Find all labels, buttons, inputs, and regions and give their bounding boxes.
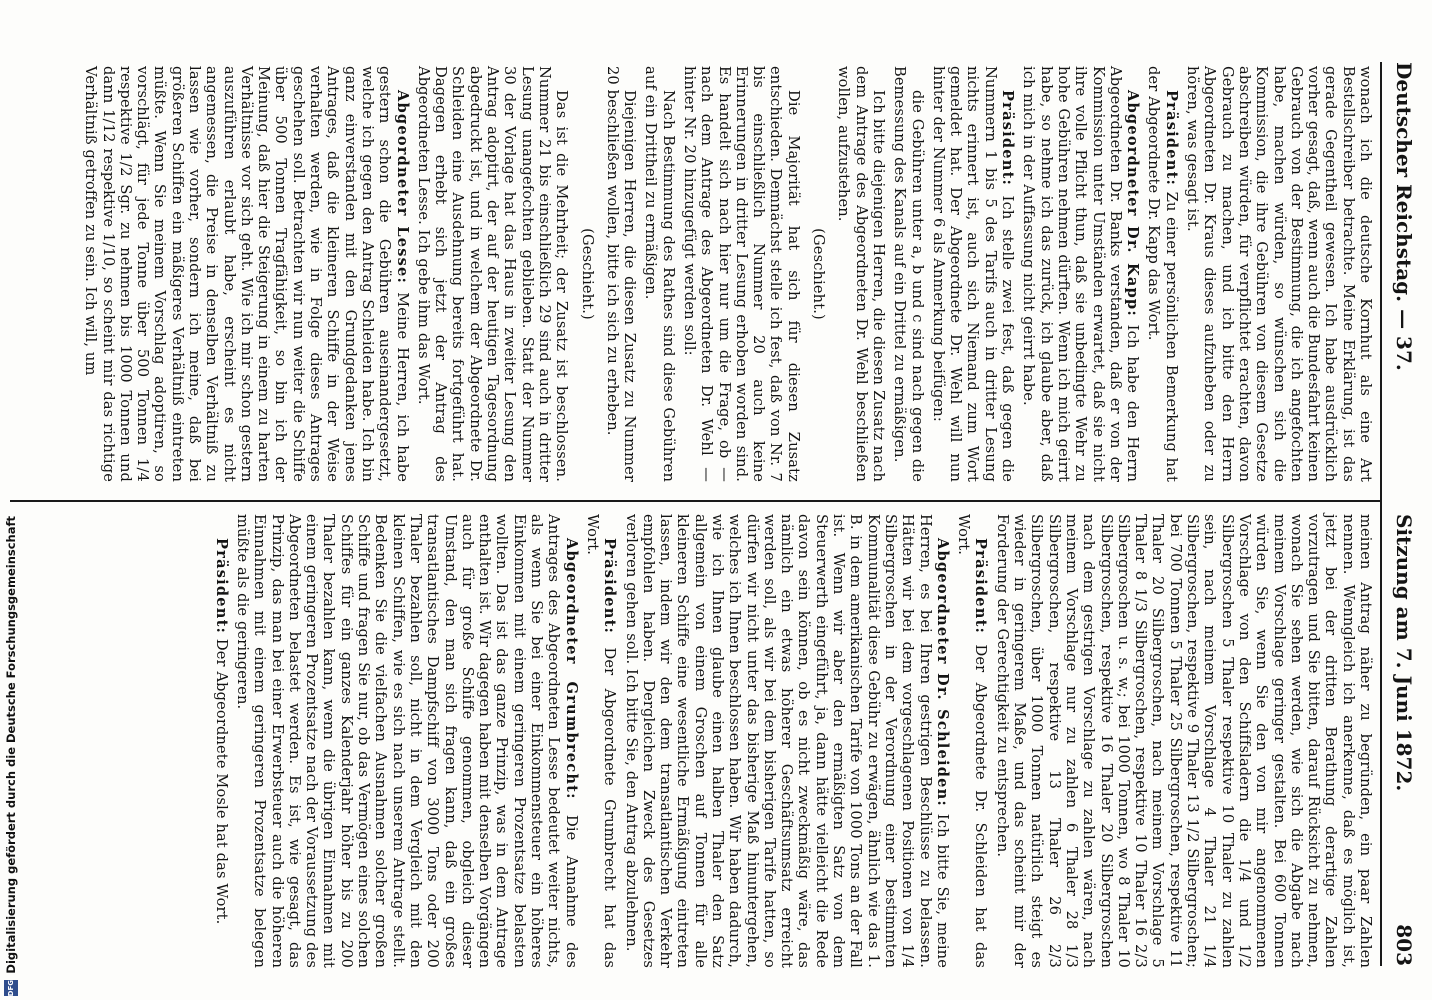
speaker-name: Präsident: bbox=[212, 538, 230, 635]
dfg-logo bbox=[4, 980, 18, 996]
text-column-right bbox=[208, 514, 1374, 968]
paragraph bbox=[810, 66, 827, 482]
running-head-left: Deutscher Reichstag. — 37. bbox=[1392, 62, 1416, 371]
paragraph bbox=[82, 66, 411, 482]
page-number: 803 bbox=[1392, 924, 1416, 966]
paragraph bbox=[1184, 66, 1374, 482]
paragraph-text: Ich stelle zwei fest, daß gegen die Nummern 1 bis 5 des Tarifs auch in dritter Lesung nichts erinnert ist, auch sich Niemand zum Wort gemeldet hat. Der Abgeordnete Dr. Wehl will nun hinter der Nummer 6 als Anmerkung beifügen: bbox=[929, 66, 1017, 482]
paragraph-text: Der Abgeordnete Mosle hat das Wort. bbox=[212, 638, 230, 925]
paragraph-text: wonach ich die deutsche Kornhut als eine Art Bestellschreiber betrachte. Meine Erklärung, ist das gerade Gegentheil gewesen. Ich habe ausdrücklich vorher gesagt, daß, wenn auch die Bundesfahrt keinen Gebrauch von der Bestimmung, die ich angefochten habe, machen würden, so wünschen sich die Kommission, die ihre Gebühren von diesem Gesetze abschreiben würden, für verpflichtet erachten, davon Gebrauch zu machen, und ich bitte den Herrn Abgeordneten Dr. Kraus dieses aufzuheben oder zu hören, was gesagt ist. bbox=[1184, 66, 1374, 482]
digitization-credit bbox=[2, 516, 20, 996]
paragraph-text: die Gebühren unter a, b und c sind nach gegen die Bemessung des Kanals auf ein Drittel zu ermäßigen. bbox=[891, 66, 926, 482]
paragraph-text: Nach Bestimmung des Rathes sind diese Gebühren auf ein Drittheil zu ermäßigen. bbox=[642, 66, 677, 482]
speaker-name: Präsident: bbox=[999, 90, 1017, 187]
speaker-name: Präsident: bbox=[972, 538, 990, 635]
column-divider bbox=[10, 500, 1380, 502]
credit-text: Digitalisierung gefördert durch die Deutsche Forschungsgemeinschaft bbox=[4, 516, 18, 974]
paragraph bbox=[415, 66, 571, 482]
paragraph-text: Zu einer persönlichen Bemerkung hat der Abgeordnete Dr. Kapp das Wort. bbox=[1145, 66, 1180, 482]
paragraph-text: Der Abgeordnete Dr. Schleiden hat das Wort. bbox=[955, 514, 990, 968]
paragraph bbox=[604, 66, 639, 482]
paragraph bbox=[584, 514, 619, 968]
dfg-logo-text: DFG bbox=[7, 979, 15, 996]
paragraph bbox=[835, 66, 887, 482]
paragraph bbox=[1020, 66, 1141, 482]
speaker-name: Präsident: bbox=[1162, 90, 1180, 187]
paragraph bbox=[681, 66, 802, 482]
paragraph bbox=[1145, 66, 1180, 482]
paragraph-text: Ich habe den Herrn Abgeordneten Dr. Banks verstanden, daß er von der Kommission unter Umständen erwartet, daß sie nicht ihre volle Pflicht thun, daß sie unbedingte Wehr zu hohe Gebühren nehmen dürften. Wenn ich mich geirrt habe, so nehme ich das zurück, ich glaube aber, daß ich mich in der Auffassung nicht geirrt habe. bbox=[1020, 66, 1142, 482]
paragraph-text: (Geschieht.) bbox=[810, 228, 828, 320]
paragraph bbox=[622, 514, 951, 968]
paragraph bbox=[212, 514, 229, 968]
paragraph-text: Die Annahme des Antrages des Abgeordneten Lesse bedeutet weiter nichts, als wenn Sie bei einer Einkommensteuer ein höheres Einkommen mit einem geringeren Prozentsatze belasten wollten. Das ist das ganze Prinzip, was in dem Antrage enthalten ist. Wir dagegen haben mit denselben Vorgängen auch für große Schiffe genommen, obgleich dieser Umstand, den man sich fragen kann, daß ein großes transatlantisches Dampfschiff von 3000 Tons oder 200 Thaler bezahlen soll, nicht in dem Vergleich mit den kleinen Schiffen, wie es sich nach unserem Antrage stellt. Bedenken Sie die vielfachen Ausnahmen solcher großen Schiffe und fragen Sie nur, ob das Vermögen eines solchen Schiffes für ein ganzes Kalenderjahr höher bis zu 200 Thaler bezahlen kann, wenn die übrigen Einnahmen mit einem geringeren Prozentsatze nach der Voraussetzung des Abgeordneten belastet werden. Es ist, wie gesagt, das Prinzip, das man bei einer Erwerbsteuer auch die höheren Einnahmen mit einem geringeren Prozentsatze belegen müßte als die geringeren. bbox=[234, 514, 580, 968]
running-head-right bbox=[1392, 514, 1416, 966]
paragraph bbox=[930, 66, 1016, 482]
speaker-name: Abgeordneter Grumbrecht: bbox=[562, 538, 580, 800]
paragraph bbox=[642, 66, 677, 482]
running-head bbox=[1378, 62, 1416, 966]
paragraph-text: Das ist die Mehrheit; der Zusatz ist beschlossen. Nummer 21 bis einschließlich 29 sind auch in dritter Lesung unangefochten geblieben. Statt der Nummer 30 der Vorlage hat das Haus in zweiter Lesung den Antrag adoptirt, der auf der heutigen Tagesordnung abgedruckt ist, und in welchem der Abgeordnete Dr. Schleiden eine Ausdehnung bereits fortgeführt hat. Dagegen erhebt sich jetzt der Antrag des Abgeordneten Lesse. Ich gebe ihm das Wort. bbox=[414, 66, 571, 482]
speaker-name: Abgeordneter Lesse: bbox=[393, 90, 411, 285]
paragraph bbox=[955, 514, 990, 968]
paragraph bbox=[993, 514, 1374, 968]
paragraph-text: Ich bitte diejenigen Herren, die diesen Zusatz nach dem Antrage des Abgeordneten Dr. Wehl beschließen wollen, aufzustehen. bbox=[835, 66, 887, 482]
speaker-name: Abgeordneter Dr. Schleiden: bbox=[933, 538, 951, 808]
speaker-name: Präsident: bbox=[601, 538, 619, 635]
paragraph-text: Der Abgeordnete Grumbrecht hat das Wort. bbox=[583, 514, 619, 969]
paragraph bbox=[234, 514, 580, 968]
text-column-left bbox=[78, 66, 1374, 482]
paragraph-text: Diejenigen Herren, die diesen Zusatz zu Nummer 20 beschließen wollen, bitte ich sich zu erheben. bbox=[603, 66, 639, 482]
header-rule bbox=[1380, 62, 1382, 966]
paragraph-text: meinen Antrag näher zu begründen, ein paar Zahlen nennen. Wenngleich ich anerkenne, daß es möglich ist, jetzt bei der dritten Berathung derartige Zahlen vorzutragen und Sie bitten, darauf Rücksicht zu nehmen, wonach Sie sehen werden, wie sich die Abgabe nach meinem Vorschlage geringer gestalten. Bei 600 Tonnen würden Sie, wenn Sie den von mir angenommenen Vorschlage von den Schiffsladern die 1/4 und 1/2 Silbergroschen 5 Thaler respektive 10 Thaler zu zahlen sein, nach meinem Vorschlage 4 Thaler 21 1/4 Silbergroschen, respektive 9 Thaler 13 1/2 Silbergroschen; bei 700 Tonnen 5 Thaler 25 Silbergroschen, respektive 11 Thaler 20 Silbergroschen, nach meinem Vorschlage 5 Thaler 8 1/3 Silbergroschen, respektive 10 Thaler 16 2/3 Silbergroschen u. s. w.; bei 1000 Tonnen, wo 8 Thaler 10 Silbergroschen, respektive 16 Thaler 20 Silbergroschen nach dem gestrigen Vorschlage zu zahlen wären, nach meinem Vorschlage nur zu zahlen 6 Thaler 28 1/3 Silbergroschen, respektive 13 Thaler 26 2/3 Silbergroschen, über 1000 Tonnen natürlich steigt es wieder in geringerem Maße, und das scheint mir der Forderung der Gerechtigkeit zu entsprechen. bbox=[993, 514, 1374, 968]
paragraph-text: (Geschieht.) bbox=[578, 228, 596, 320]
running-head-date: Sitzung am 7. Juni 1872. bbox=[1392, 514, 1416, 792]
paragraph bbox=[891, 66, 926, 482]
paragraph-text: Meine Herren, ich habe gestern schon die Gebühren auseinandergesetzt, welche ich gegen den Antrag Schleiden habe. Ich bin ganz einverstanden mit den Grundgedanken jenes Antrages, daß die kleineren Schiffe in der Weise verhalten werden, wie in Folge dieses Antrages geschehen soll. Betrachten wir nun weiter die Schiffe über 500 Tonnen Tragfähigkeit, so bin ich der Meinung, daß hier die Steigerung in einem zu harten Verhältnisse vor sich geht. Wie ich mir schon gestern auszuführen erlaubt habe, erscheint es nicht angemessen, die Preise in denselben Verhältniß zu lassen wie vorher, sondern ich meine, daß bei größeren Schiffen ein mäßigeres Verhältniß eintreten müßte. Wenn Sie meinem Vorschlag adoptiren, so vorschlägt, für jede Tonne über 500 Tonnen 1/4 respektive 1/2 Sgr. zu nehmen bis 1000 Tonnen und dann 1/12 respektive 1/10, so scheint mir das richtige Verhältniß getroffen zu sein. Ich will, um bbox=[82, 66, 411, 482]
paragraph-text: Ich bitte Sie, meine Herren, es bei Ihren gestrigen Beschlüsse zu belassen. Hätten wir bei dem vorgeschlagenen Positionen von 1/4 Silbergroschen in der Verordnung einer bestimmten Kommunalität diese Gebühr zu erwägen, ähnlich wie das 1. B. in dem amerikanischen Tarife von 1000 Tons an der Fall ist. Wenn wir aber den ermäßigten Satz von dem Steuerwerth eingeführt, ja, dann hätte vielleicht die Rede davon sein können, ob es nicht zweckmäßig wäre, das nämlich ein etwas höherer Geschäftsumsatz erreicht werden soll, als wir bei dem bisherigen Tarife hatten, so dürfen wir nicht unter das bisherige Maß hinuntergehen, welches ich Ihnen beschlossen haben. Wir haben dadurch, wie ich Ihnen glaube einen halben Thaler den Satz allgemein von einem Groschen auf Tonnen für alle kleineren Schiffe eine wesentliche Ermäßigung eintreten lassen, indem wir den dem transatlantischen Verkehr empfohlen haben. Dergleichen Zweck des Gesetzes verloren gehen soll. Ich bitte Sie, den Antrag abzulehnen. bbox=[622, 514, 951, 968]
paragraph bbox=[578, 66, 595, 482]
speaker-name: Abgeordneter Dr. Kapp: bbox=[1124, 90, 1142, 317]
paragraph-text: Die Majorität hat sich für diesen Zusatz entschieden. Demnächst stelle ich fest, daß von Nr. 7 bis einschließlich Nummer 20 auch keine Erinnerungen in dritter Lesung erhoben worden sind. Es handelt sich nach hier nur um die Frage, ob — nach dem Antrage des Abgeordneten Dr. Wehl — hinter Nr. 20 hinzugefügt werden soll: bbox=[681, 66, 802, 482]
